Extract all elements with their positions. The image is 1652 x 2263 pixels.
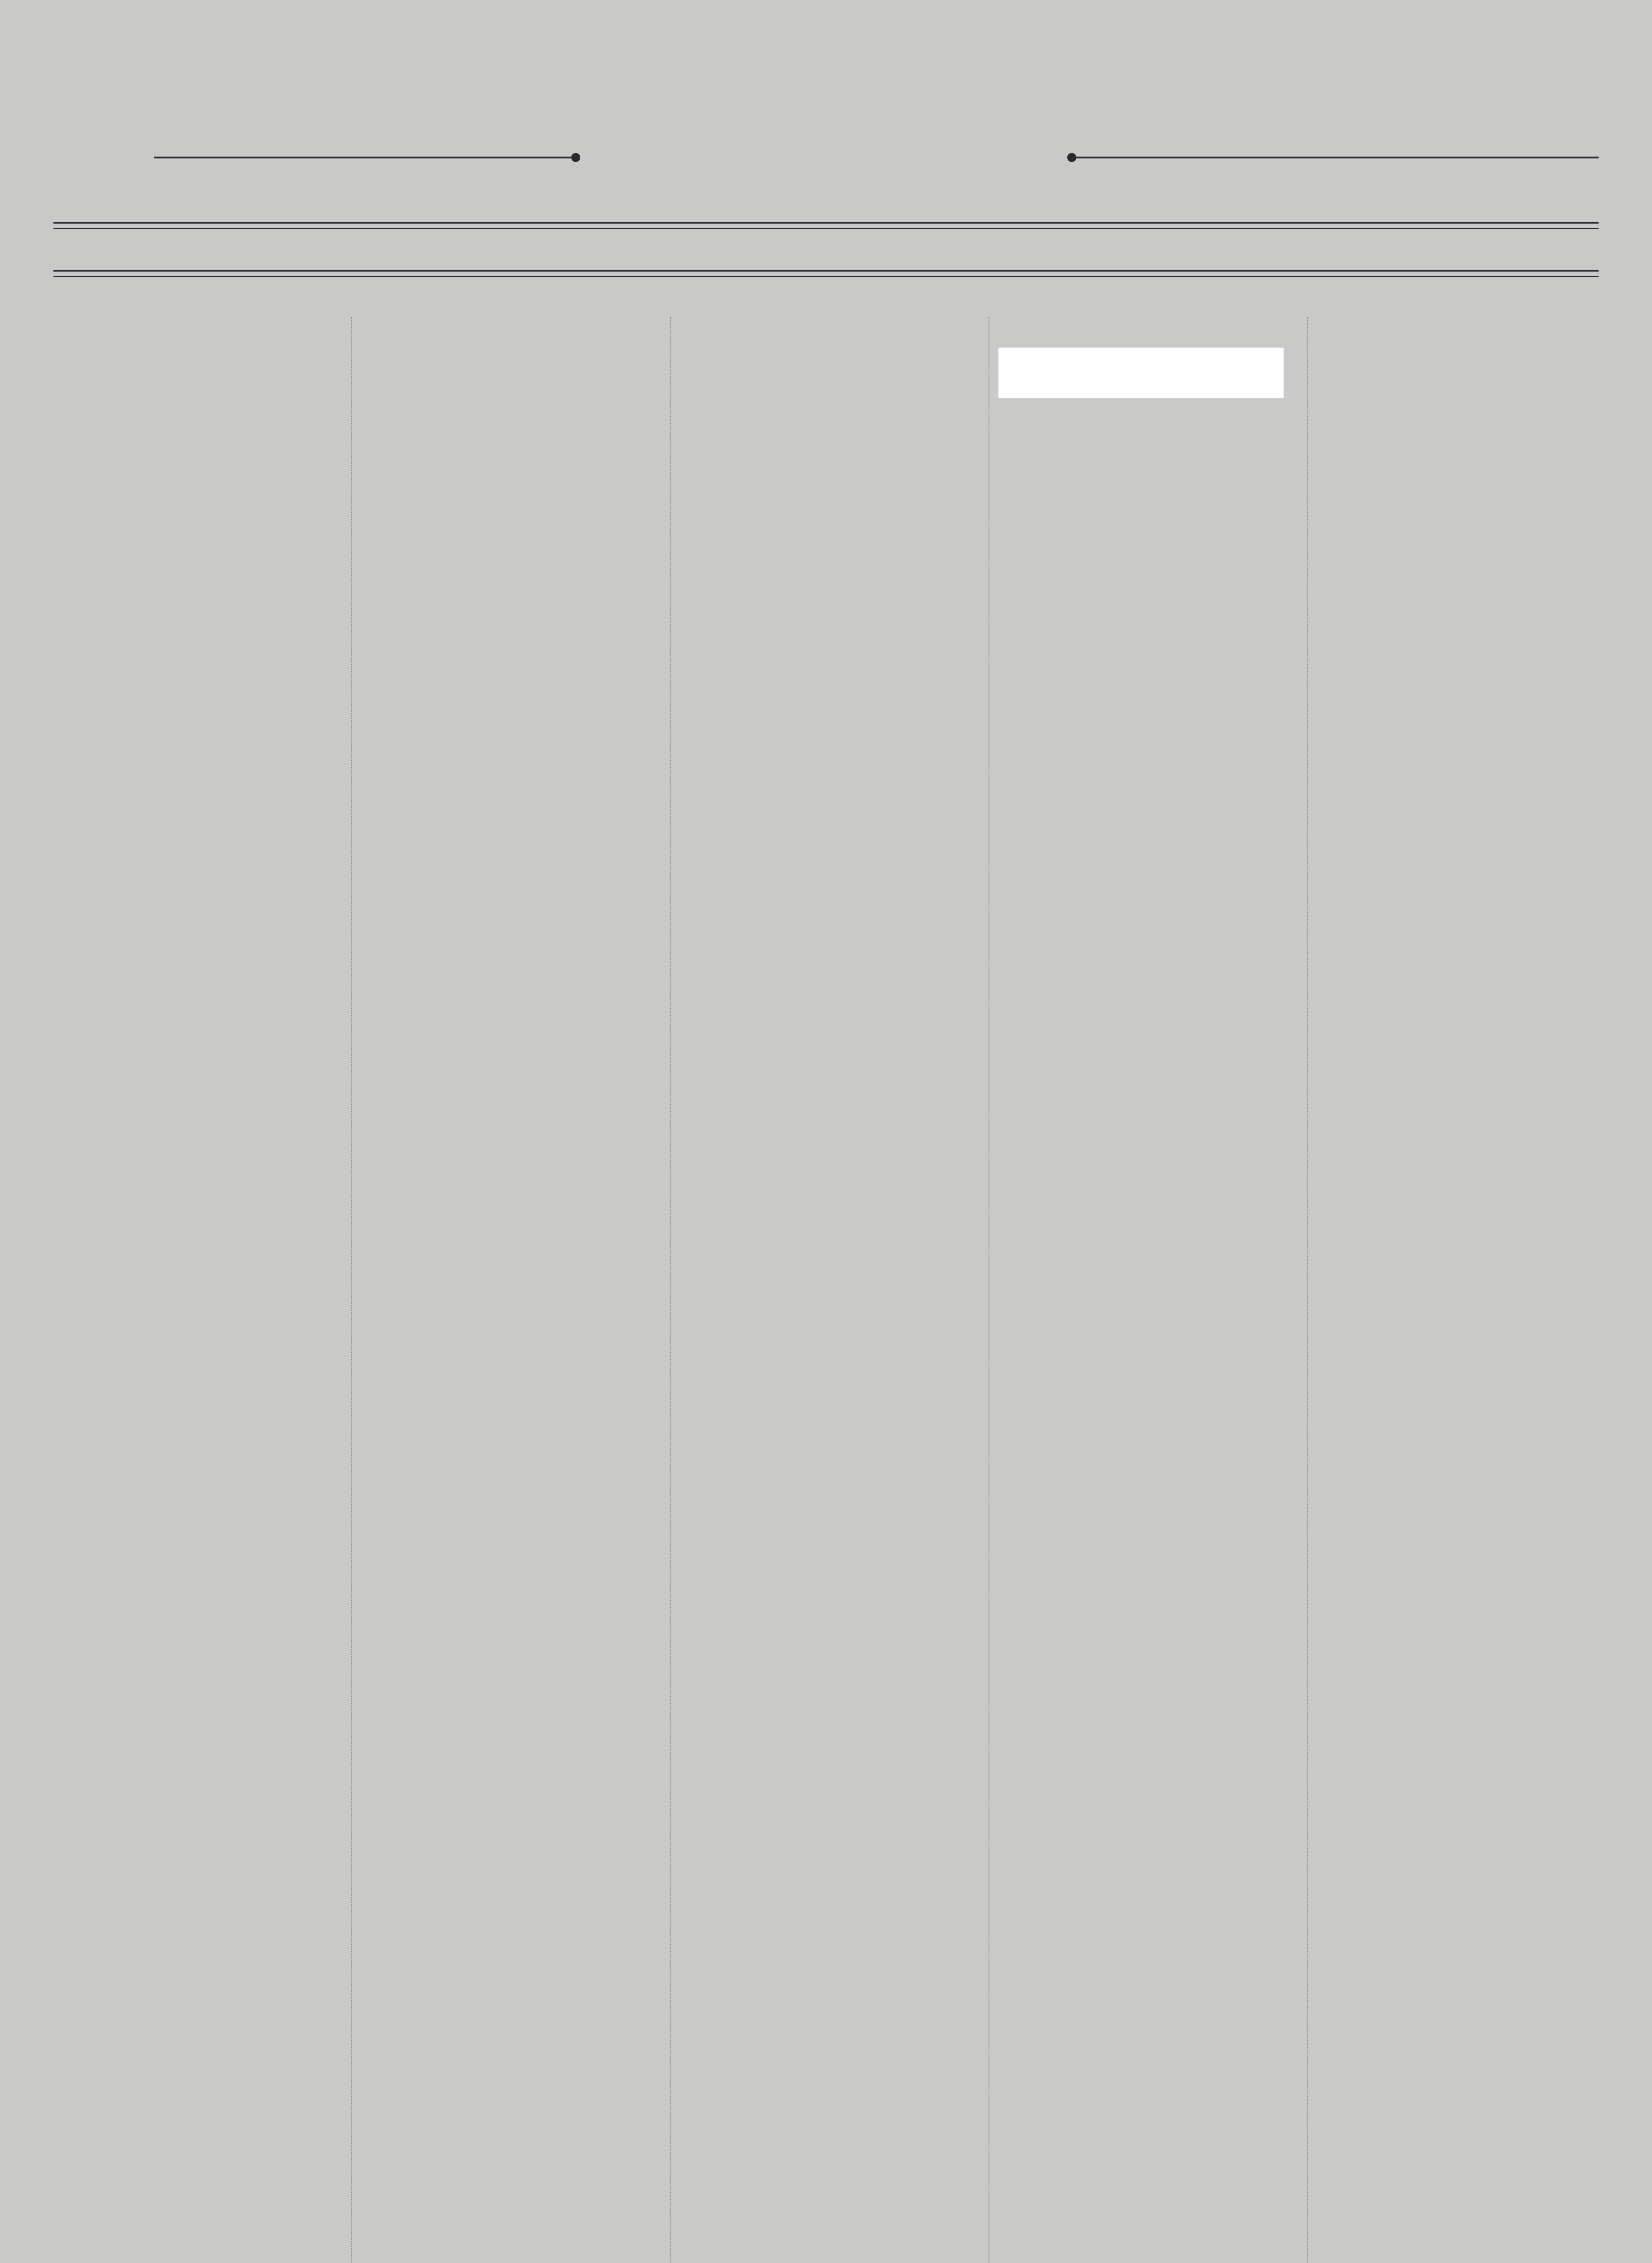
column-2 (368, 312, 653, 348)
column-separator (988, 317, 989, 2263)
column-3 (685, 312, 970, 348)
column-separator (670, 317, 671, 2263)
cartas-rule-bottom (53, 270, 1599, 277)
column-4 (998, 312, 1284, 434)
column-separator (1307, 317, 1308, 2263)
cartas-rule-top (53, 222, 1599, 229)
column-1 (53, 312, 339, 348)
column-5 (1313, 312, 1599, 348)
column-separator (351, 317, 352, 2263)
letter-18 (998, 348, 1284, 398)
masthead-dot-left (571, 153, 580, 162)
masthead-rule-right (1074, 157, 1599, 158)
masthead-rule-left (154, 157, 577, 158)
